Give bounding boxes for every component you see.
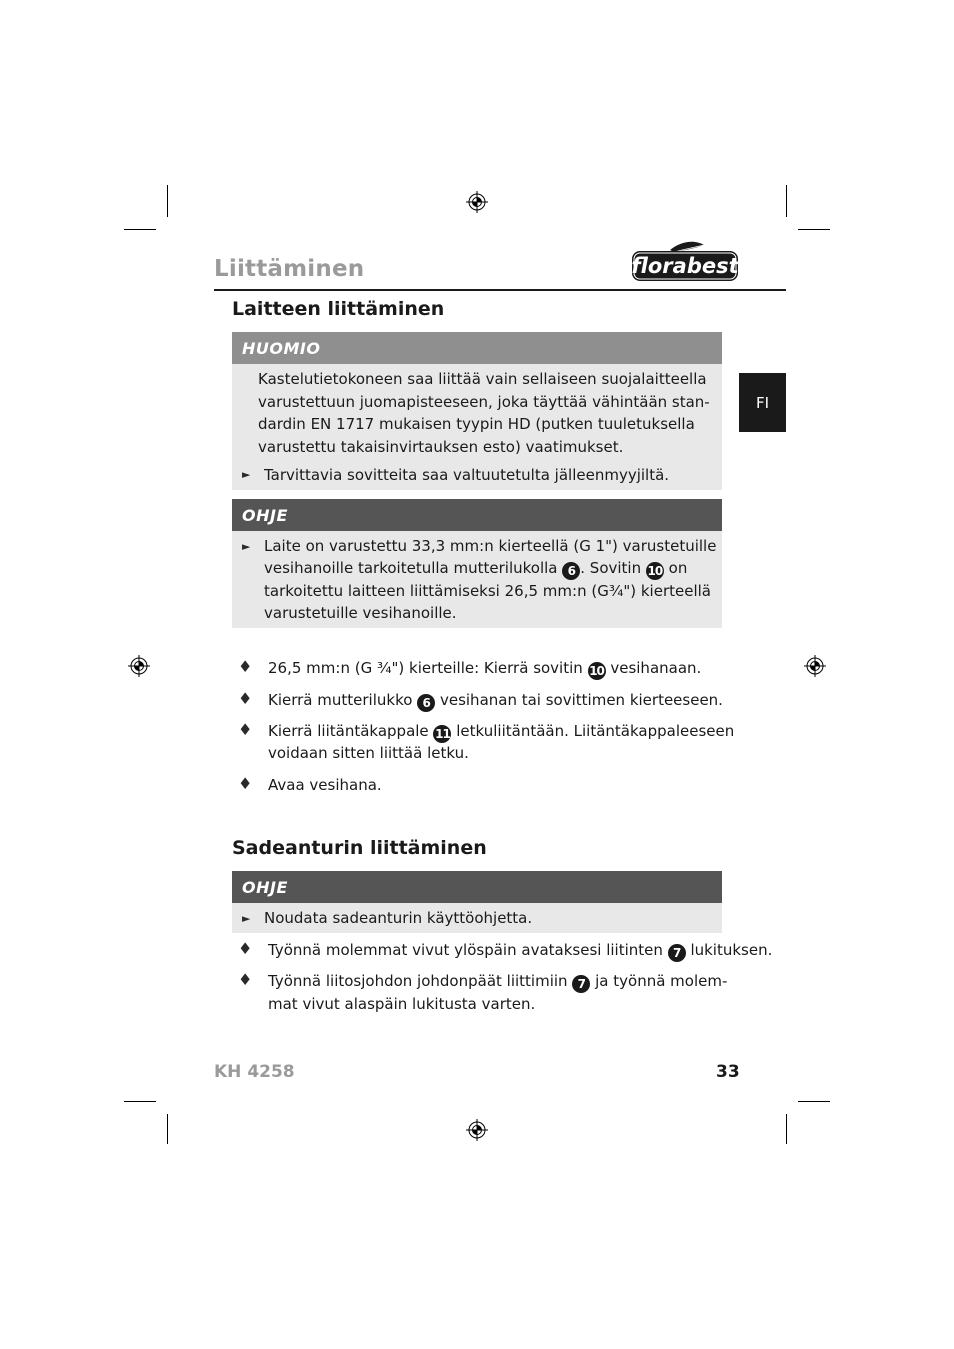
arrow-bullet-icon: ► <box>242 468 251 481</box>
registration-mark-icon <box>466 191 488 213</box>
step-item <box>268 970 727 993</box>
title-rule <box>214 289 786 291</box>
diamond-bullet-icon: ♦ <box>238 657 253 676</box>
huomio-line: varustettuun juomapisteeseen, joka täyttää vähintään stan- <box>258 393 710 411</box>
step-item: Avaa vesihana. <box>268 776 382 794</box>
part-number-badge: 6 <box>417 694 435 712</box>
svg-text:florabest: florabest <box>631 254 739 278</box>
step-item <box>268 689 723 712</box>
diamond-bullet-icon: ♦ <box>238 970 253 989</box>
crop-mark <box>798 1101 830 1102</box>
diamond-bullet-icon: ♦ <box>238 774 253 793</box>
huomio-line: varustettu takaisinvirtauksen esto) vaatimukset. <box>258 438 624 456</box>
page-number: 33 <box>716 1062 740 1082</box>
arrow-bullet-icon: ► <box>242 540 251 553</box>
florabest-logo-icon <box>630 236 740 284</box>
step-text: ja työnnä molem- <box>595 972 728 990</box>
crop-mark <box>124 229 156 230</box>
crop-mark <box>167 1114 168 1144</box>
step-text: Työnnä molemmat vivut ylöspäin avataksesi liitinten <box>268 941 663 959</box>
crop-mark <box>124 1101 156 1102</box>
ohje-text: vesihanoille tarkoitetulla mutterilukolla <box>264 559 558 577</box>
huomio-line: Kastelutietokoneen saa liittää vain sellaiseen suojalaitteella <box>258 370 707 388</box>
step-item <box>268 720 734 743</box>
part-number-badge: 7 <box>572 975 590 993</box>
step-item <box>268 939 772 962</box>
ohje-label: OHJE <box>242 877 288 897</box>
page-title: Liittäminen <box>214 256 365 282</box>
section-heading: Sadeanturin liittäminen <box>232 837 487 859</box>
model-number: KH 4258 <box>214 1062 295 1082</box>
step-text: vesihanan tai sovittimen kierteeseen. <box>439 691 723 709</box>
ohje-box <box>232 531 722 628</box>
step-text: vesihanaan. <box>610 659 702 677</box>
step-text: letkuliitäntään. Liitäntäkappaleeseen <box>456 722 735 740</box>
registration-mark-icon <box>466 1119 488 1141</box>
step-item <box>268 657 701 680</box>
part-number-badge: 10 <box>647 564 663 578</box>
language-tab: FI <box>739 373 786 432</box>
ohje-line: tarkoitettu laitteen liittämiseksi 26,5 mm:n (G³⁄₄") kierteellä <box>264 582 711 600</box>
ohje-bullet-text: Noudata sadeanturin käyttöohjetta. <box>264 909 533 927</box>
huomio-label: HUOMIO <box>242 338 321 358</box>
step-continuation: mat vivut alaspäin lukitusta varten. <box>268 995 536 1013</box>
step-text: Kierrä mutterilukko <box>268 691 413 709</box>
ohje-text: . Sovitin <box>580 559 642 577</box>
huomio-line: dardin EN 1717 mukaisen tyypin HD (putken tuuletuksella <box>258 415 695 433</box>
step-continuation: voidaan sitten liittää letku. <box>268 744 469 762</box>
ohje-line <box>264 557 687 580</box>
arrow-bullet-icon: ► <box>242 912 251 925</box>
ohje-label: OHJE <box>242 505 288 525</box>
step-text: Työnnä liitosjohdon johdonpäät liittimiin <box>268 972 568 990</box>
step-text: Kierrä liitäntäkappale <box>268 722 429 740</box>
registration-mark-icon <box>804 655 826 677</box>
step-text: 26,5 mm:n (G ³⁄₄") kierteille: Kierrä sovitin <box>268 659 583 677</box>
diamond-bullet-icon: ♦ <box>238 720 253 739</box>
crop-mark <box>798 229 830 230</box>
huomio-bullet-text: Tarvittavia sovitteita saa valtuutetulta jälleenmyyjiltä. <box>264 466 670 484</box>
registration-mark-icon <box>128 655 150 677</box>
huomio-box <box>232 364 722 490</box>
diamond-bullet-icon: ♦ <box>238 689 253 708</box>
ohje-line: varustetuille vesihanoille. <box>264 604 457 622</box>
ohje-line: Laite on varustettu 33,3 mm:n kierteellä (G 1") varustetuille <box>264 537 717 555</box>
part-number-badge: 7 <box>668 944 686 962</box>
ohje-header <box>232 499 722 531</box>
diamond-bullet-icon: ♦ <box>238 939 253 958</box>
crop-mark <box>786 185 787 217</box>
section-heading: Laitteen liittäminen <box>232 298 445 320</box>
ohje-header <box>232 871 722 903</box>
ohje-text: on <box>668 559 688 577</box>
part-number-badge: 10 <box>589 664 604 678</box>
part-number-badge: 11 <box>435 727 450 741</box>
crop-mark <box>786 1114 787 1144</box>
huomio-header <box>232 332 722 364</box>
step-text: lukituksen. <box>690 941 773 959</box>
ohje-box <box>232 903 722 933</box>
part-number-badge: 6 <box>562 562 580 580</box>
crop-mark <box>167 185 168 217</box>
